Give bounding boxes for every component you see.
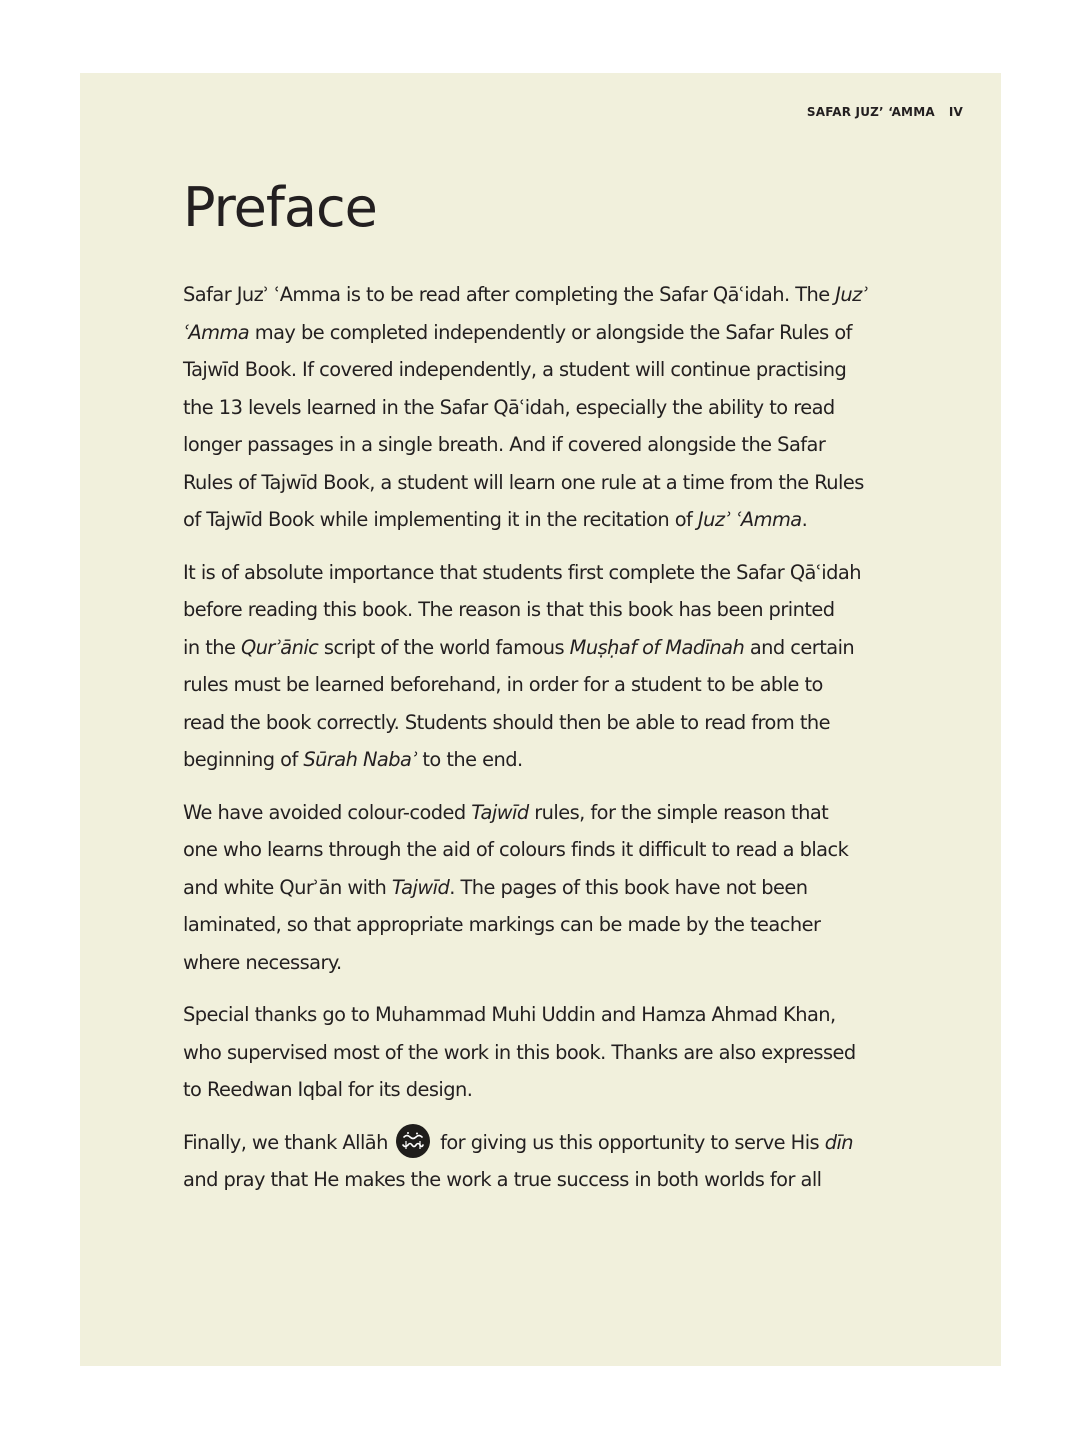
book-page: [80, 73, 1001, 1366]
text-run: of Tajwīd Book while implementing it in the recitation of: [183, 508, 698, 531]
text-run: in the: [183, 635, 241, 659]
paragraph: [183, 276, 903, 539]
text-run: rules, for the simple reason that: [528, 800, 829, 824]
text-run: the 13 levels learned in the Safar Qāʿidah, especially the ability to read: [183, 395, 835, 419]
text-run: and certain: [744, 635, 855, 659]
text-line: [183, 1124, 903, 1162]
text-run: Special thanks go to Muhammad Muhi Uddin and Hamza Ahmad Khan,: [183, 1003, 836, 1026]
text-run: one who learns through the aid of colours finds it difficult to read a black: [183, 838, 849, 861]
text-run: Rules of Tajwīd Book, a student will learn one rule at a time from the Rules: [183, 470, 864, 494]
text-run: may be completed independently or alongside the Safar Rules of: [249, 320, 852, 344]
text-line: [183, 1034, 903, 1072]
text-run: for giving us this opportunity to serve His: [434, 1130, 825, 1154]
text-line: [183, 996, 903, 1034]
italic-text: Qurʾānic: [240, 635, 319, 659]
text-line: [183, 501, 903, 539]
paragraph: [183, 996, 903, 1109]
text-line: [183, 831, 903, 869]
text-run: to Reedwan Iqbal for its design.: [183, 1078, 473, 1101]
text-line: [183, 554, 903, 592]
text-line: [183, 314, 903, 352]
text-run: where necessary.: [183, 950, 342, 974]
text-line: [183, 591, 903, 629]
text-line: [183, 464, 903, 502]
italic-text: Juzʾ: [835, 283, 868, 306]
italic-text: Juzʾ ʿAmma: [697, 508, 802, 531]
paragraph: [183, 794, 903, 982]
italic-text: Sūrah Nabaʾ: [303, 748, 417, 771]
italic-text: Muṣḥaf of Madīnah: [569, 635, 745, 659]
text-run: beginning of: [183, 748, 304, 771]
text-line: [183, 389, 903, 427]
preface-body: [183, 276, 903, 1214]
text-line: [183, 1161, 903, 1199]
text-run: read the book correctly. Students should then be able to read from the: [183, 710, 830, 734]
italic-text: ʿAmma: [183, 320, 250, 344]
text-run: who supervised most of the work in this book. Thanks are also expressed: [183, 1040, 856, 1064]
text-line: [183, 629, 903, 667]
text-line: [183, 741, 903, 779]
honorific-seal-icon: [396, 1124, 430, 1158]
italic-text: Tajwīd: [471, 800, 529, 824]
text-run: laminated, so that appropriate markings can be made by the teacher: [183, 913, 821, 936]
running-header: [807, 105, 963, 119]
text-line: [183, 351, 903, 389]
text-run: longer passages in a single breath. And if covered alongside the Safar: [183, 433, 826, 456]
page-title: Preface: [183, 176, 377, 239]
text-line: [183, 869, 903, 907]
text-run: .: [801, 508, 808, 531]
text-run: to the end.: [416, 748, 523, 771]
text-run: . The pages of this book have not been: [449, 875, 808, 899]
text-run: Tajwīd Book. If covered independently, a student will continue practising: [183, 358, 847, 381]
italic-text: Tajwīd: [391, 875, 450, 899]
running-title: SAFAR JUZ’ ‘AMMA: [806, 105, 935, 119]
text-line: [183, 906, 903, 944]
text-run: Finally, we thank Allāh: [183, 1130, 394, 1154]
paragraph: [183, 1124, 903, 1199]
text-run: It is of absolute importance that students first complete the Safar Qāʿidah: [183, 560, 861, 584]
text-run: before reading this book. The reason is that this book has been printed: [183, 598, 835, 621]
paragraph: [183, 554, 903, 779]
page-number: IV: [948, 105, 963, 119]
text-line: [183, 426, 903, 464]
text-run: and pray that He makes the work a true success in both worlds for all: [183, 1168, 822, 1191]
italic-text: dīn: [824, 1130, 854, 1154]
text-run: Safar Juzʾ ʿAmma is to be read after completing the Safar Qāʿidah. The: [183, 283, 836, 306]
text-line: [183, 944, 903, 982]
text-run: rules must be learned beforehand, in order for a student to be able to: [183, 673, 823, 696]
text-run: and white Qurʾān with: [183, 875, 392, 899]
text-line: [183, 1071, 903, 1109]
text-run: script of the world famous: [318, 635, 570, 659]
text-line: [183, 276, 903, 314]
text-line: [183, 666, 903, 704]
text-line: [183, 794, 903, 832]
text-line: [183, 704, 903, 742]
text-run: We have avoided colour-coded: [183, 800, 472, 824]
